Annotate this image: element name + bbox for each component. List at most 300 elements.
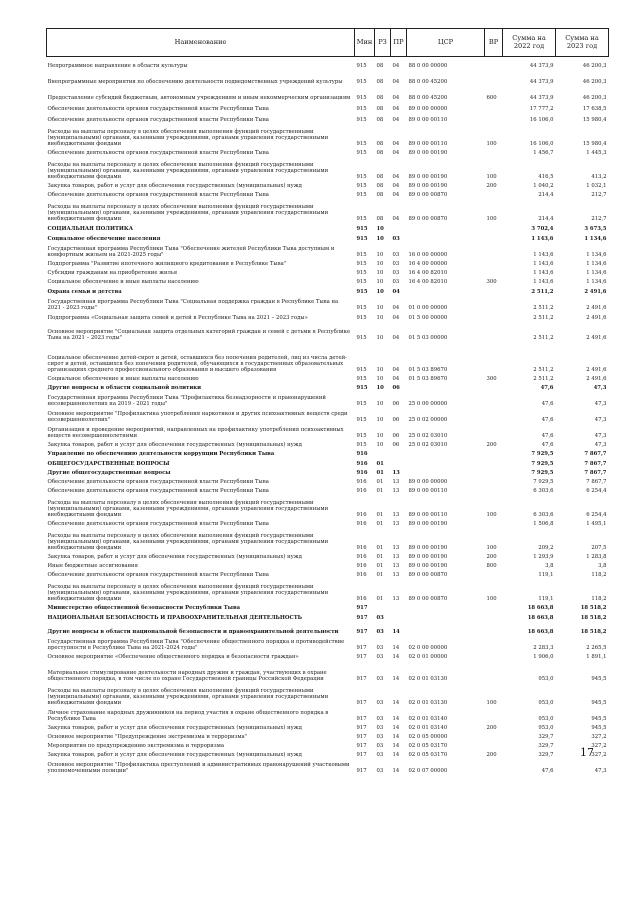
table-row xyxy=(47,561,609,570)
row-rz: 01 xyxy=(376,521,384,528)
row-rz: 08 xyxy=(376,183,384,190)
row-vr xyxy=(485,570,503,579)
row-sum-2022: 329,7 xyxy=(538,752,554,759)
row-rz: 01 xyxy=(376,572,384,579)
row-sum-2022: 214,4 xyxy=(538,216,554,223)
table-row xyxy=(47,374,609,383)
row-rz: 10 xyxy=(376,433,384,440)
row-min: 916 xyxy=(356,512,367,519)
row-sum-2023: 6 254,4 xyxy=(586,512,607,519)
row-min: 915 xyxy=(356,106,367,113)
row-sum-2023: 2 491,6 xyxy=(586,315,607,322)
row-csr: 89 0 00 00870 xyxy=(408,192,448,199)
row-sum-2022: 18 663,8 xyxy=(527,605,554,612)
table-row xyxy=(47,223,609,233)
row-name: Обеспечение деятельности органов государственной власти Республики Тыва xyxy=(47,572,269,579)
row-min: 917 xyxy=(356,629,368,636)
row-name: Обеспечение деятельности органов государственной власти Республики Тыва xyxy=(47,117,269,124)
row-pr: 14 xyxy=(392,752,400,759)
table-header-row xyxy=(47,29,609,57)
row-pr: 04 xyxy=(392,335,400,342)
row-vr: 200 xyxy=(486,554,497,561)
row-pr: 03 xyxy=(392,236,400,243)
row-min: 915 xyxy=(356,252,367,259)
row-rz: 08 xyxy=(376,216,384,223)
row-min: 917 xyxy=(356,752,367,759)
table-row xyxy=(47,683,609,707)
row-csr: 02 0 01 03130 xyxy=(408,700,448,707)
row-min: 915 xyxy=(356,174,367,181)
row-min: 917 xyxy=(356,734,367,741)
row-sum-2022: 1 143,6 xyxy=(531,236,554,243)
row-csr xyxy=(407,223,485,233)
row-pr: 06 xyxy=(392,385,400,392)
row-rz: 03 xyxy=(376,743,384,750)
row-csr: 89 0 00 00190 xyxy=(408,174,448,181)
row-sum-2022: 1 040,2 xyxy=(533,183,554,190)
row-name: Иные бюджетные ассигнования xyxy=(47,563,138,570)
row-vr xyxy=(485,477,503,486)
table-row xyxy=(47,661,609,683)
row-rz: 01 xyxy=(376,554,384,561)
row-csr xyxy=(407,458,485,468)
table-row xyxy=(47,723,609,732)
table-row xyxy=(47,86,609,102)
row-name: Расходы на выплаты персоналу в целях обеспечения выполнения функций государственными (муниципальными) органами, казенными учреждениями, органами управления государственными внебюджетными фондами xyxy=(47,687,329,707)
row-sum-2022: 47,6 xyxy=(541,768,554,775)
row-pr: 04 xyxy=(392,141,400,148)
row-sum-2023: 46 200,3 xyxy=(582,63,607,70)
row-min: 915 xyxy=(356,376,367,383)
row-vr xyxy=(485,383,503,392)
row-min: 917 xyxy=(356,725,367,732)
table-row xyxy=(47,286,609,296)
row-name: Организация и проведение мероприятий, направленных на профилактику употребления психоактивных веществ несовершеннолетними xyxy=(47,426,344,440)
row-rz: 03 xyxy=(376,700,384,707)
row-min: 915 xyxy=(356,141,367,148)
row-name: Расходы на выплаты персоналу в целях обеспечения выполнения функций государственными (муниципальными) органами, казенными учреждениями, органами управления государственными внебюджетными фондами xyxy=(47,499,329,519)
row-name: Закупка товаров, работ и услуг для обеспечения государственных (муниципальных) нужд xyxy=(47,752,302,759)
row-name: Подпрограмма "Развитие ипотечного жилищного кредитования в Республике Тыва" xyxy=(47,261,287,268)
row-min: 915 xyxy=(356,150,367,157)
row-csr: 01 0 00 00000 xyxy=(408,305,448,312)
row-rz: 10 xyxy=(376,305,384,312)
row-pr: 14 xyxy=(392,629,400,636)
row-sum-2022: 44 373,9 xyxy=(529,95,554,102)
row-sum-2022: 1 143,6 xyxy=(533,261,554,268)
table-row xyxy=(47,603,609,612)
row-sum-2022: 18 663,8 xyxy=(527,629,554,636)
row-rz: 08 xyxy=(376,63,384,70)
row-sum-2022: 1 143,6 xyxy=(533,279,554,286)
row-vr xyxy=(485,707,503,723)
row-csr: 89 0 00 00190 xyxy=(408,183,448,190)
row-sum-2022: 1 293,9 xyxy=(533,554,554,561)
table-row xyxy=(47,322,609,342)
row-rz: 01 xyxy=(376,479,384,486)
row-name: Основное мероприятие "Профилактика преступлений и административных правонарушений участковыми уполномоченными полиции" xyxy=(47,761,350,775)
row-rz: 01 xyxy=(376,545,384,552)
row-sum-2022: 6 303,6 xyxy=(533,512,554,519)
table-row xyxy=(47,268,609,277)
row-sum-2022: 47,6 xyxy=(540,385,554,392)
row-sum-2023: 118,2 xyxy=(591,596,607,603)
row-min: 916 xyxy=(356,451,368,458)
table-row xyxy=(47,707,609,723)
row-csr: 89 0 00 00870 xyxy=(408,596,448,603)
row-min: 915 xyxy=(356,63,367,70)
row-vr xyxy=(485,70,503,86)
row-sum-2022: 44 373,9 xyxy=(529,63,554,70)
row-rz: 01 xyxy=(376,563,384,570)
row-csr: 89 0 00 00000 xyxy=(408,479,448,486)
row-min: 915 xyxy=(356,117,367,124)
row-sum-2023: 2 265,5 xyxy=(586,645,607,652)
row-sum-2022: 953,0 xyxy=(538,725,554,732)
row-vr xyxy=(485,603,503,612)
row-name: НАЦИОНАЛЬНАЯ БЕЗОПАСНОСТЬ И ПРАВООХРАНИТЕЛЬНАЯ ДЕЯТЕЛЬНОСТЬ xyxy=(47,615,303,622)
row-pr: 14 xyxy=(392,654,400,661)
row-vr xyxy=(485,392,503,408)
row-sum-2023: 2 491,6 xyxy=(586,367,607,374)
table-row xyxy=(47,579,609,603)
budget-table xyxy=(46,28,609,775)
header-name: Наименование xyxy=(47,29,355,57)
row-csr xyxy=(407,286,485,296)
row-pr: 13 xyxy=(392,572,400,579)
row-name: Закупка товаров, работ и услуг для обеспечения государственных (муниципальных) нужд xyxy=(47,725,302,732)
row-min: 917 xyxy=(356,768,367,775)
table-row xyxy=(47,468,609,477)
row-csr: 16 4 00 82010 xyxy=(408,270,448,277)
row-vr xyxy=(485,468,503,477)
row-rz: 03 xyxy=(376,768,384,775)
row-pr: 04 xyxy=(392,367,400,374)
row-vr xyxy=(485,622,503,636)
row-csr: 89 0 00 00000 xyxy=(408,106,448,113)
row-rz: 10 xyxy=(376,226,384,233)
row-vr xyxy=(485,661,503,683)
table-row xyxy=(47,652,609,661)
table-row xyxy=(47,477,609,486)
row-name: Другие общегосударственные вопросы xyxy=(47,470,171,477)
row-rz: 01 xyxy=(376,461,384,468)
row-rz: 10 xyxy=(376,401,384,408)
row-name: Основное мероприятие "Профилактика употребления наркотиков и других психоактивных веществ среди несовершеннолетних" xyxy=(47,410,348,424)
row-csr: 02 0 00 00000 xyxy=(408,645,448,652)
row-name: Социальное обеспечение населения xyxy=(47,236,161,243)
row-name: Внепрограммные мероприятия по обеспечению деятельности подведомственных учреждений культуры xyxy=(47,79,343,86)
row-sum-2022: 47,6 xyxy=(541,433,554,440)
table-row xyxy=(47,190,609,199)
row-sum-2023: 118,2 xyxy=(591,572,607,579)
row-min: 916 xyxy=(356,596,367,603)
row-pr: 13 xyxy=(392,554,400,561)
row-sum-2023: 327,2 xyxy=(591,752,607,759)
row-min: 915 xyxy=(356,289,368,296)
row-vr xyxy=(485,612,503,622)
row-sum-2022: 1 506,8 xyxy=(533,521,554,528)
row-vr xyxy=(485,223,503,233)
row-name: Закупка товаров, работ и услуг для обеспечения государственных (муниципальных) нужд xyxy=(47,554,302,561)
row-rz: 03 xyxy=(376,725,384,732)
row-name: Охрана семьи и детства xyxy=(47,289,122,296)
header-rz: РЗ xyxy=(375,29,391,57)
row-vr xyxy=(485,486,503,495)
row-sum-2022: 2 511,2 xyxy=(533,315,554,322)
row-vr xyxy=(485,296,503,312)
row-sum-2023: 1 134,6 xyxy=(586,252,607,259)
row-csr: 16 4 00 82010 xyxy=(408,279,448,286)
row-vr xyxy=(485,652,503,661)
row-vr: 200 xyxy=(486,725,497,732)
row-rz: 01 xyxy=(376,470,384,477)
row-csr: 02 0 01 03140 xyxy=(408,716,448,723)
row-name: Расходы на выплаты персоналу в целях обеспечения выполнения функций государственными (муниципальными) органами, казенными учреждениями, органами управления государственными внебюджетными фондами xyxy=(47,161,329,181)
row-min: 915 xyxy=(356,226,368,233)
row-rz: 01 xyxy=(376,596,384,603)
row-name: Материальное стимулирование деятельности народных дружин и граждан, участвующих в охране общественного порядка, в том числе по охране Государственной границы Российской Федерации xyxy=(47,669,327,683)
row-csr: 88 0 00 45200 xyxy=(408,95,448,102)
table-row xyxy=(47,296,609,312)
row-pr: 13 xyxy=(392,521,400,528)
table-body xyxy=(47,57,609,775)
row-rz: 10 xyxy=(376,261,384,268)
row-min: 915 xyxy=(356,183,367,190)
header-csr: ЦСР xyxy=(407,29,485,57)
row-sum-2022: 47,6 xyxy=(541,442,554,449)
row-rz: 08 xyxy=(376,95,384,102)
table-row xyxy=(47,424,609,440)
table-row xyxy=(47,528,609,552)
row-sum-2023: 212,7 xyxy=(591,216,607,223)
row-sum-2022: 1 456,7 xyxy=(533,150,554,157)
row-pr: 04 xyxy=(392,192,400,199)
row-csr: 88 0 00 45200 xyxy=(408,79,448,86)
row-name: Субсидии гражданам на приобретение жилья xyxy=(47,270,178,277)
row-min: 915 xyxy=(356,216,367,223)
row-rz: 08 xyxy=(376,117,384,124)
row-csr xyxy=(407,468,485,477)
row-pr xyxy=(391,223,407,233)
row-pr: 04 xyxy=(392,289,400,296)
row-rz: 03 xyxy=(376,716,384,723)
row-name: Мероприятия по предупреждению экстремизма и терроризма xyxy=(47,743,224,750)
row-csr: 01 5 03 89670 xyxy=(408,367,448,374)
row-csr: 89 0 00 00190 xyxy=(408,563,448,570)
row-min: 915 xyxy=(356,192,367,199)
row-sum-2023: 1 032,1 xyxy=(586,183,607,190)
row-rz: 10 xyxy=(376,236,384,243)
row-vr xyxy=(485,408,503,424)
table-row xyxy=(47,759,609,775)
row-sum-2022: 416,5 xyxy=(538,174,554,181)
row-vr: 100 xyxy=(486,700,497,707)
table-row xyxy=(47,458,609,468)
row-min: 915 xyxy=(356,261,367,268)
row-pr: 13 xyxy=(392,512,400,519)
row-vr: 100 xyxy=(486,512,497,519)
row-pr: 04 xyxy=(392,315,400,322)
row-name: Обеспечение деятельности органов государственной власти Республики Тыва xyxy=(47,521,269,528)
row-pr: 14 xyxy=(392,676,400,683)
row-pr: 04 xyxy=(392,150,400,157)
row-csr: 89 0 00 00110 xyxy=(408,117,448,124)
row-min: 915 xyxy=(356,417,367,424)
row-sum-2023: 7 867,7 xyxy=(584,461,607,468)
header-sum-2023: Сумма на 2023 год xyxy=(556,29,609,57)
table-row xyxy=(47,243,609,259)
row-vr: 100 xyxy=(486,545,497,552)
row-rz: 03 xyxy=(376,752,384,759)
row-min: 915 xyxy=(356,335,367,342)
row-sum-2023: 47,3 xyxy=(594,433,607,440)
row-sum-2023: 1 445,3 xyxy=(586,150,607,157)
row-sum-2022: 214,4 xyxy=(538,192,554,199)
row-sum-2023: 46 200,3 xyxy=(582,79,607,86)
row-rz: 01 xyxy=(376,512,384,519)
row-rz: 03 xyxy=(376,654,384,661)
row-sum-2022: 119,1 xyxy=(538,596,554,603)
row-pr: 04 xyxy=(392,117,400,124)
row-name: Расходы на выплаты персоналу в целях обеспечения выполнения функций государственными (муниципальными) органами, казенными учреждениями, органами управления государственными внебюджетными фондами xyxy=(47,583,329,603)
table-row xyxy=(47,157,609,181)
row-name: Другие вопросы в области национальной безопасности и правоохранительной деятельности xyxy=(47,629,339,636)
row-vr xyxy=(485,102,503,113)
row-sum-2023: 1 134,6 xyxy=(584,236,607,243)
document-page xyxy=(46,28,608,775)
row-name: Социальное обеспечение и иные выплаты населению xyxy=(47,376,199,383)
row-sum-2023: 945,5 xyxy=(591,725,607,732)
row-vr xyxy=(485,268,503,277)
row-sum-2023: 945,5 xyxy=(591,676,607,683)
row-pr: 04 xyxy=(392,95,400,102)
row-csr: 89 0 00 00190 xyxy=(408,521,448,528)
row-csr: 25 0 02 03010 xyxy=(408,433,448,440)
row-min: 915 xyxy=(356,270,367,277)
row-sum-2022: 47,6 xyxy=(541,417,554,424)
row-sum-2022: 3,8 xyxy=(545,563,554,570)
row-sum-2023: 17 638,5 xyxy=(582,106,607,113)
table-row xyxy=(47,148,609,157)
row-vr xyxy=(485,759,503,775)
row-vr xyxy=(485,322,503,342)
row-pr: 14 xyxy=(392,700,400,707)
row-sum-2022: 119,1 xyxy=(538,572,554,579)
row-csr: 89 0 00 00870 xyxy=(408,216,448,223)
row-vr: 200 xyxy=(486,442,497,449)
row-rz: 08 xyxy=(376,174,384,181)
row-rz: 10 xyxy=(376,442,384,449)
row-csr: 89 0 00 00190 xyxy=(408,554,448,561)
row-sum-2023: 18 518,2 xyxy=(580,615,607,622)
row-csr xyxy=(407,622,485,636)
row-min: 915 xyxy=(356,236,368,243)
row-csr: 25 0 02 03010 xyxy=(408,442,448,449)
row-min: 917 xyxy=(356,716,367,723)
row-sum-2023: 7 867,7 xyxy=(586,479,607,486)
row-sum-2023: 1 134,6 xyxy=(586,270,607,277)
row-name: Социальное обеспечение детей-сирот и детей, оставшихся без попечения родителей, лиц из числа детей-сирот и детей, оставшихся без попечения родителей, обучающихся в государственных образовательных организациях среднего профессионального образования и высшего образования xyxy=(47,354,347,374)
row-vr: 800 xyxy=(486,563,497,570)
row-pr xyxy=(391,612,407,622)
row-min: 916 xyxy=(356,554,367,561)
row-min: 916 xyxy=(356,470,368,477)
row-sum-2023: 15 980,4 xyxy=(582,141,607,148)
row-rz: 10 xyxy=(376,376,384,383)
row-pr: 14 xyxy=(392,645,400,652)
row-sum-2022: 7 929,5 xyxy=(533,479,554,486)
row-vr: 100 xyxy=(486,596,497,603)
table-row xyxy=(47,57,609,70)
row-sum-2022: 953,0 xyxy=(538,676,554,683)
row-sum-2023: 47,3 xyxy=(594,401,607,408)
row-sum-2022: 2 511,2 xyxy=(533,376,554,383)
row-sum-2022: 329,7 xyxy=(538,743,554,750)
row-rz: 10 xyxy=(376,289,384,296)
row-pr: 14 xyxy=(392,734,400,741)
row-sum-2022: 17 777,2 xyxy=(529,106,554,113)
table-row xyxy=(47,741,609,750)
row-vr xyxy=(485,458,503,468)
row-rz: 08 xyxy=(376,106,384,113)
row-name: ОБЩЕГОСУДАРСТВЕННЫЕ ВОПРОСЫ xyxy=(47,461,170,468)
row-sum-2023: 1 891,1 xyxy=(586,654,607,661)
row-pr: 06 xyxy=(392,401,400,408)
row-pr: 03 xyxy=(392,261,400,268)
row-rz: 10 xyxy=(376,417,384,424)
row-name: СОЦИАЛЬНАЯ ПОЛИТИКА xyxy=(47,226,134,233)
row-sum-2023: 1 495,1 xyxy=(586,521,607,528)
row-rz: 03 xyxy=(376,734,384,741)
row-pr xyxy=(391,603,407,612)
row-pr: 04 xyxy=(392,376,400,383)
row-min: 915 xyxy=(356,79,367,86)
row-vr xyxy=(485,312,503,322)
row-pr: 13 xyxy=(392,470,400,477)
header-vr: ВР xyxy=(485,29,503,57)
row-csr: 89 0 00 00110 xyxy=(408,512,448,519)
row-pr: 13 xyxy=(392,488,400,495)
row-min: 915 xyxy=(356,305,367,312)
row-name: Расходы на выплаты персоналу в целях обеспечения выполнения функций государственными (муниципальными) органами, казенными учреждениями, органами управления государственными внебюджетными фондами xyxy=(47,532,329,552)
row-sum-2023: 2 491,6 xyxy=(586,305,607,312)
row-sum-2023: 15 980,4 xyxy=(582,117,607,124)
row-csr: 02 0 01 03130 xyxy=(408,676,448,683)
row-pr: 03 xyxy=(392,270,400,277)
row-csr: 89 0 00 00870 xyxy=(408,572,448,579)
row-pr: 04 xyxy=(392,216,400,223)
table-row xyxy=(47,70,609,86)
row-pr: 04 xyxy=(392,174,400,181)
row-sum-2022: 16 106,0 xyxy=(529,117,554,124)
row-csr: 02 0 05 00000 xyxy=(408,734,448,741)
row-min: 915 xyxy=(356,385,368,392)
row-pr: 04 xyxy=(392,183,400,190)
row-sum-2023: 3,8 xyxy=(598,563,607,570)
row-sum-2023: 47,3 xyxy=(594,417,607,424)
row-csr: 25 0 02 00000 xyxy=(408,417,448,424)
table-row xyxy=(47,486,609,495)
row-pr: 04 xyxy=(392,305,400,312)
row-pr: 06 xyxy=(392,433,400,440)
table-row xyxy=(47,102,609,113)
row-csr: 02 0 01 03140 xyxy=(408,725,448,732)
row-sum-2023: 47,3 xyxy=(594,442,607,449)
row-csr xyxy=(407,603,485,612)
table-row xyxy=(47,342,609,374)
row-sum-2022: 2 283,3 xyxy=(533,645,554,652)
